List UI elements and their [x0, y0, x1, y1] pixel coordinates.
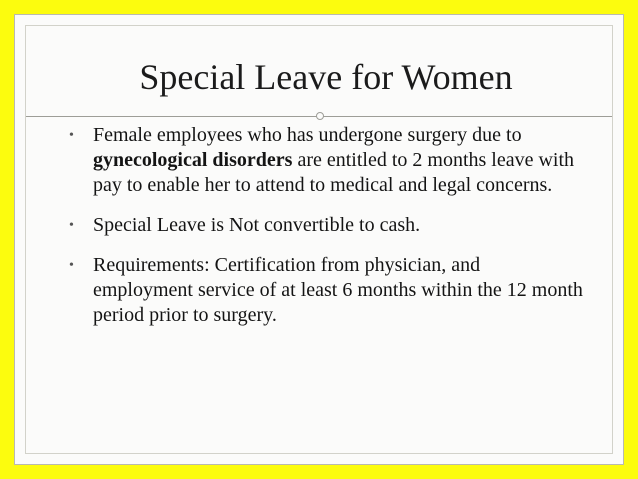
slide-title: Special Leave for Women — [139, 57, 513, 97]
bullet-icon: • — [69, 218, 74, 233]
bullet-emphasis-text: gynecological disorders — [93, 149, 293, 171]
bullet-text-part: are entitled to 2 months leave with pay to enable her to attend to medical and legal concerns. — [93, 149, 575, 196]
bullet-item-requirements — [63, 253, 583, 328]
slide — [14, 14, 624, 465]
bullet-list — [63, 123, 583, 343]
bullet-item-not-convertible — [63, 213, 583, 238]
bullet-text: Requirements: Certification from physician, and employment service of at least 6 months within the 12 month period prior to surgery. — [93, 254, 583, 326]
divider-circle-ornament — [316, 112, 324, 120]
bullet-icon: • — [69, 258, 74, 273]
bullet-item-surgery-leave — [63, 123, 583, 198]
bullet-icon: • — [69, 128, 74, 143]
bullet-text: Special Leave is Not convertible to cash. — [93, 214, 421, 236]
bullet-text-part: Female employees who has undergone surgery due to — [93, 124, 522, 146]
